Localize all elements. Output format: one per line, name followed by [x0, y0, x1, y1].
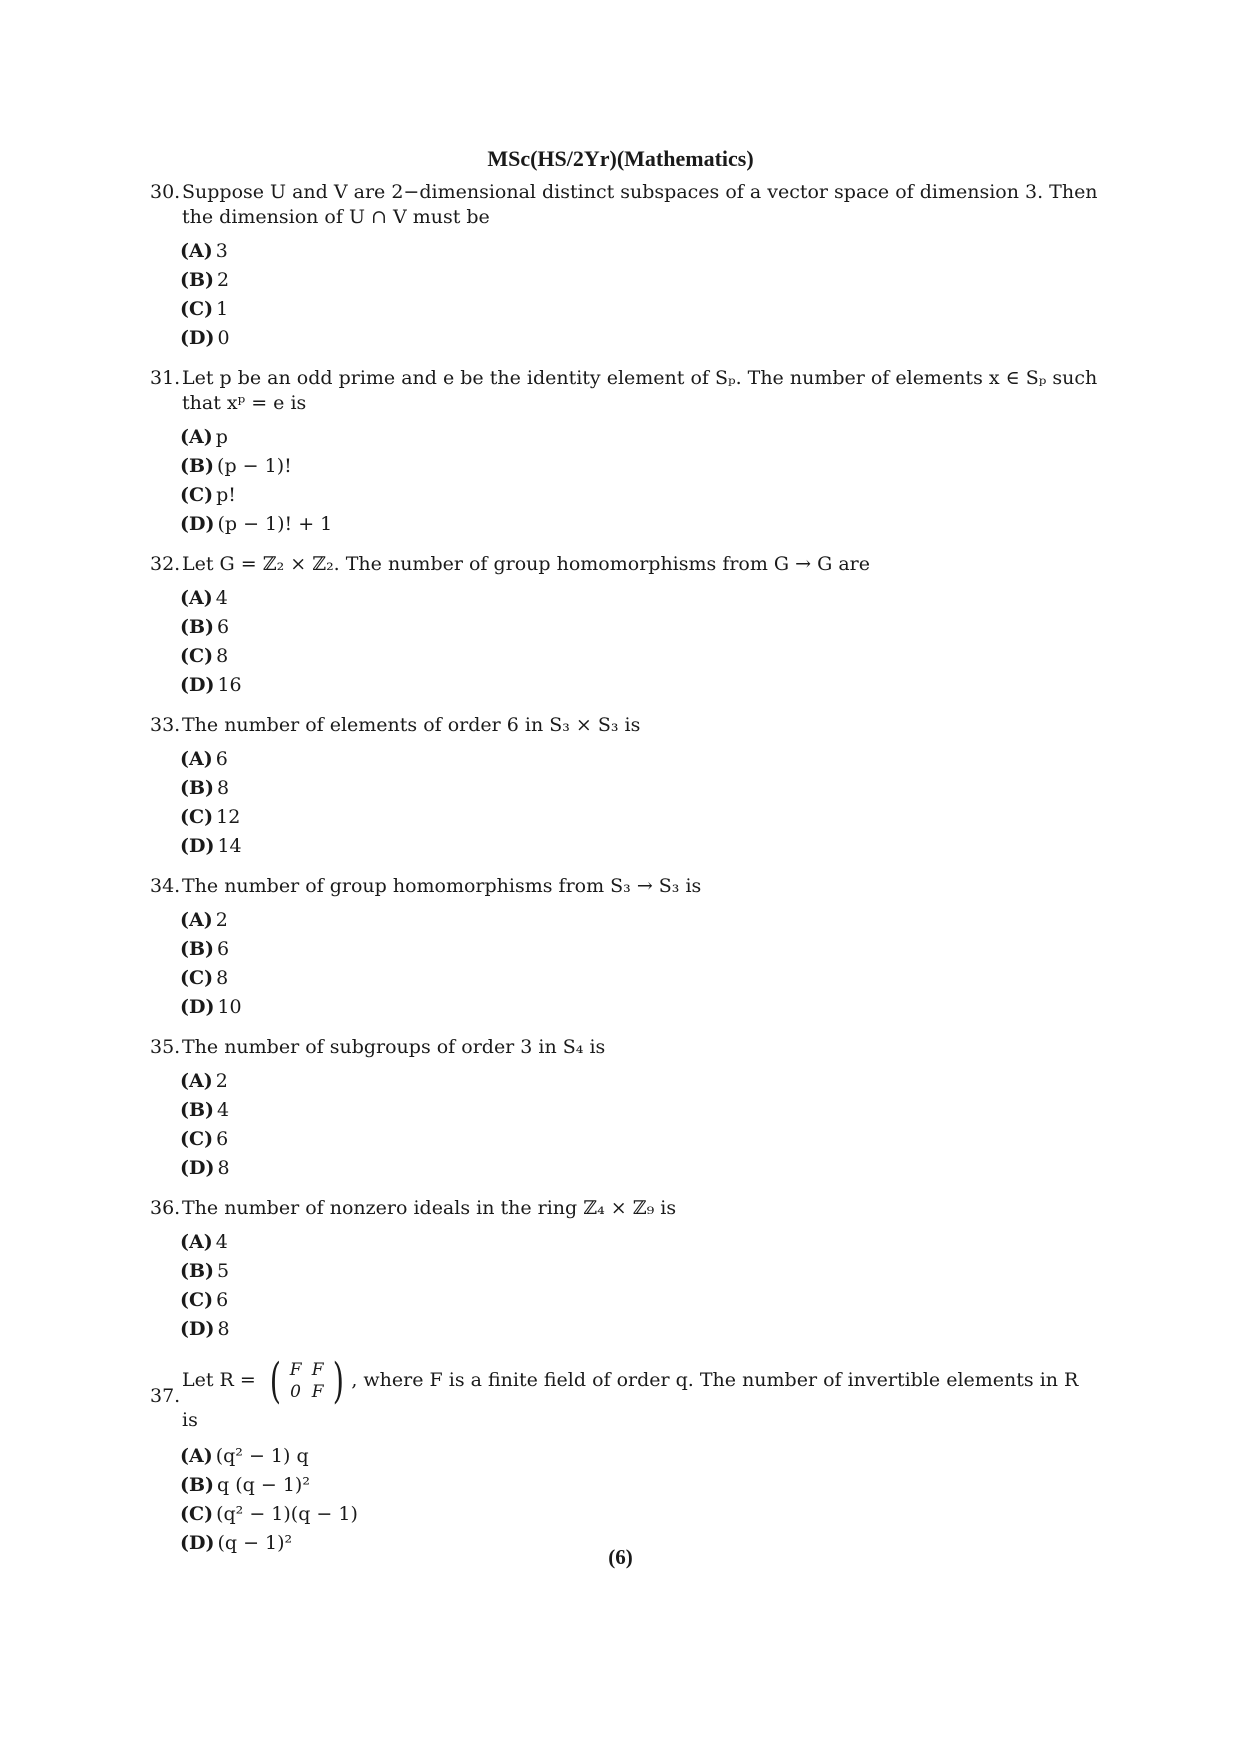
option-value: 5 [217, 1260, 230, 1282]
option-list [180, 423, 1100, 539]
matrix-cell: F [311, 1360, 324, 1380]
option-key: (D) [180, 513, 215, 535]
matrix [266, 1353, 347, 1409]
question-number: 35. [150, 1036, 181, 1058]
option-d [180, 671, 1100, 700]
option-value: 16 [217, 674, 242, 696]
option-value: 2 [215, 1070, 228, 1092]
option-key: (C) [180, 484, 214, 506]
option-value: 8 [217, 777, 230, 799]
option-key: (C) [180, 298, 214, 320]
option-value: (p − 1)! + 1 [217, 513, 333, 535]
option-key: (B) [180, 616, 215, 638]
option-list [180, 1228, 1100, 1344]
question-34 [150, 874, 1100, 1022]
question-number: 36. [150, 1197, 181, 1219]
option-b [180, 266, 1100, 295]
option-list [180, 1067, 1100, 1183]
question-33 [150, 713, 1100, 861]
option-list [180, 237, 1100, 353]
option-key: (B) [180, 938, 215, 960]
option-key: (B) [180, 1260, 215, 1282]
matrix-cell: F [311, 1382, 324, 1402]
option-c [180, 803, 1100, 832]
option-c [180, 642, 1100, 671]
option-value: 4 [217, 1099, 230, 1121]
option-value: 2 [217, 269, 230, 291]
option-key: (D) [180, 327, 215, 349]
question-text: The number of nonzero ideals in the ring ℤ₄ × ℤ₉ is [182, 1197, 677, 1219]
option-c [180, 964, 1100, 993]
option-key: (B) [180, 1474, 215, 1496]
option-value: 4 [215, 587, 228, 609]
option-list [180, 1442, 1100, 1558]
option-value: 1 [216, 298, 229, 320]
option-a [180, 423, 1100, 452]
question-37 [150, 1353, 1100, 1558]
option-value: 4 [215, 1231, 228, 1253]
option-key: (B) [180, 269, 215, 291]
option-value: p! [216, 484, 236, 506]
option-value: 12 [216, 806, 241, 828]
question-number: 34. [150, 875, 181, 897]
option-key: (D) [180, 674, 215, 696]
question-32 [150, 552, 1100, 700]
option-a [180, 584, 1100, 613]
question-number: 32. [150, 553, 181, 575]
option-value: 6 [216, 1289, 229, 1311]
option-b [180, 935, 1100, 964]
option-value: 8 [217, 1318, 230, 1340]
option-a [180, 1228, 1100, 1257]
option-key: (D) [180, 1318, 215, 1340]
option-b [180, 774, 1100, 803]
option-list [180, 584, 1100, 700]
question-number: 30. [150, 181, 181, 203]
option-list [180, 745, 1100, 861]
option-value: 6 [215, 748, 228, 770]
question-rest: , where F is a finite field of order q. The number of invertible elements in R is [182, 1369, 1079, 1431]
option-value: (q² − 1) q [215, 1445, 309, 1467]
option-key: (C) [180, 806, 214, 828]
option-value: 8 [217, 1157, 230, 1179]
page-header: MSc(HS/2Yr)(Mathematics) [487, 146, 754, 171]
option-a [180, 1067, 1100, 1096]
matrix-cell: 0 [290, 1382, 301, 1402]
option-d [180, 324, 1100, 353]
question-number: 31. [150, 367, 181, 389]
left-paren: ( [269, 1353, 281, 1409]
option-b [180, 1257, 1100, 1286]
matrix-grid [285, 1359, 329, 1403]
option-value: 6 [216, 1128, 229, 1150]
option-value: 0 [217, 327, 230, 349]
option-key: (A) [180, 1070, 213, 1092]
question-35 [150, 1035, 1100, 1183]
question-text: Let G = ℤ₂ × ℤ₂. The number of group homomorphisms from G → G are [182, 553, 870, 575]
option-d [180, 510, 1100, 539]
option-value: 6 [217, 616, 230, 638]
option-value: 6 [217, 938, 230, 960]
option-key: (A) [180, 748, 213, 770]
option-c [180, 295, 1100, 324]
question-number: 33. [150, 714, 181, 736]
option-d [180, 993, 1100, 1022]
option-value: 8 [216, 967, 229, 989]
question-text: The number of elements of order 6 in S₃ × S₃ is [182, 714, 641, 736]
option-key: (D) [180, 1157, 215, 1179]
option-b [180, 452, 1100, 481]
question-text: The number of group homomorphisms from S₃ → S₃ is [182, 875, 702, 897]
option-key: (D) [180, 996, 215, 1018]
question-number: 37. [150, 1385, 181, 1407]
option-value: 2 [215, 909, 228, 931]
question-lead: Let R = [182, 1369, 256, 1391]
option-value: 3 [215, 240, 228, 262]
option-a [180, 745, 1100, 774]
question-text: Let p be an odd prime and e be the identity element of Sₚ. The number of elements x ∈ Sₚ such that xᵖ = e is [182, 367, 1098, 414]
option-key: (C) [180, 1289, 214, 1311]
option-key: (C) [180, 1128, 214, 1150]
option-key: (A) [180, 909, 213, 931]
option-a [180, 237, 1100, 266]
question-list [150, 180, 1100, 1571]
option-key: (D) [180, 835, 215, 857]
option-value: 8 [216, 645, 229, 667]
option-list [180, 906, 1100, 1022]
right-paren: ) [332, 1353, 344, 1409]
option-c [180, 1125, 1100, 1154]
option-key: (A) [180, 587, 213, 609]
option-value: 10 [217, 996, 242, 1018]
option-a [180, 906, 1100, 935]
option-key: (C) [180, 1503, 214, 1525]
option-key: (A) [180, 240, 213, 262]
option-value: p [215, 426, 228, 448]
option-key: (A) [180, 1445, 213, 1467]
option-key: (A) [180, 426, 213, 448]
question-30 [150, 180, 1100, 353]
question-36 [150, 1196, 1100, 1344]
page-number: (6) [608, 1545, 633, 1569]
option-key: (C) [180, 645, 214, 667]
option-key: (D) [180, 1532, 215, 1554]
option-c [180, 1500, 1100, 1529]
option-value: (q − 1)² [217, 1532, 293, 1554]
option-key: (B) [180, 455, 215, 477]
question-text: The number of subgroups of order 3 in S₄ is [182, 1036, 606, 1058]
option-d [180, 1154, 1100, 1183]
option-b [180, 1471, 1100, 1500]
option-value: q (q − 1)² [217, 1474, 310, 1496]
option-key: (C) [180, 967, 214, 989]
matrix-cell: F [289, 1360, 302, 1380]
option-value: 14 [217, 835, 242, 857]
option-d [180, 1315, 1100, 1344]
option-c [180, 1286, 1100, 1315]
option-value: (p − 1)! [217, 455, 292, 477]
option-key: (A) [180, 1231, 213, 1253]
option-b [180, 1096, 1100, 1125]
option-key: (B) [180, 777, 215, 799]
question-31 [150, 366, 1100, 539]
question-text [182, 1353, 1100, 1435]
option-c [180, 481, 1100, 510]
option-d [180, 832, 1100, 861]
question-text: Suppose U and V are 2−dimensional distinct subspaces of a vector space of dimension 3. Then the dimension of U ∩ V must be [182, 181, 1098, 228]
option-key: (B) [180, 1099, 215, 1121]
option-b [180, 613, 1100, 642]
option-value: (q² − 1)(q − 1) [216, 1503, 358, 1525]
option-a [180, 1442, 1100, 1471]
